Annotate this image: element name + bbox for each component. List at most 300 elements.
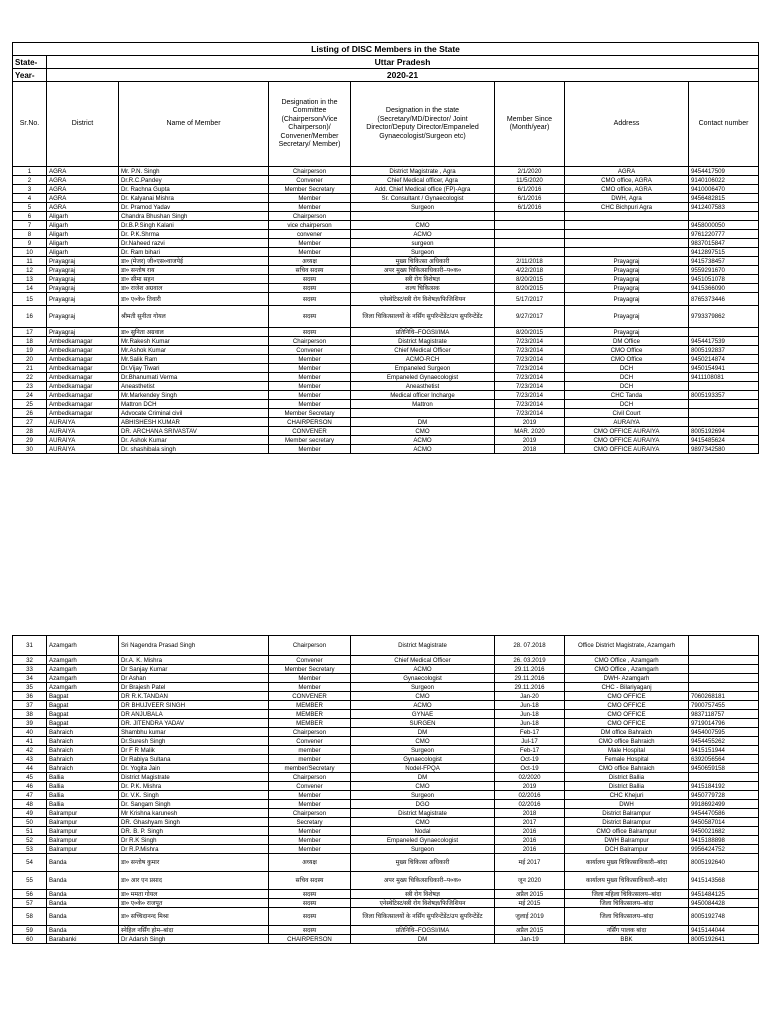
- table-cell: AGRA: [47, 185, 119, 194]
- table-cell: AURAIYA: [565, 418, 689, 427]
- table-cell: डा० सच्चिदानन्द मिश्रा: [119, 908, 269, 926]
- table-cell: डा० आर एन प्रसाद: [119, 872, 269, 890]
- table-cell: Mr.Ashok Kumar: [119, 346, 269, 355]
- table-cell: 36: [13, 692, 47, 701]
- table-cell: 35: [13, 683, 47, 692]
- table-row: [13, 818, 759, 827]
- year-label: Year-: [13, 69, 47, 82]
- table-cell: Bagpat: [47, 692, 119, 701]
- table-cell: 44: [13, 764, 47, 773]
- table-cell: Empaneled Gynaecologist: [351, 836, 495, 845]
- table-cell: 7/23/2014: [495, 400, 565, 409]
- table-row: [13, 800, 759, 809]
- table-row: [13, 782, 759, 791]
- table-cell: Member: [269, 791, 351, 800]
- table-cell: Prayagraj: [47, 293, 119, 306]
- table-cell: DWH- Azamgarh: [565, 674, 689, 683]
- table-cell: डा० सीमा सहन: [119, 275, 269, 284]
- table-cell: DR. B. P. Singh: [119, 827, 269, 836]
- table-cell: 4: [13, 194, 47, 203]
- table-cell: DWH, Agra: [565, 194, 689, 203]
- table-cell: District Magistrate: [351, 337, 495, 346]
- table-cell: स्त्री रोग विशेषज्ञ: [351, 275, 495, 284]
- table-cell: Prayagraj: [47, 284, 119, 293]
- table-cell: 9837118757: [689, 710, 759, 719]
- table-cell: Chairperson: [269, 728, 351, 737]
- table-cell: [495, 212, 565, 221]
- table-cell: CMO Office: [565, 346, 689, 355]
- table-cell: Azamgarh: [47, 636, 119, 656]
- table-cell: Chandra Bhushan Singh: [119, 212, 269, 221]
- table-cell: DM office Bahraich: [565, 728, 689, 737]
- table-cell: Bagpat: [47, 710, 119, 719]
- table-cell: [351, 212, 495, 221]
- table-cell: 9410006470: [689, 185, 759, 194]
- table-cell: Ambedkarnagar: [47, 364, 119, 373]
- table-cell: Convener: [269, 782, 351, 791]
- table-cell: 29.11.2016: [495, 674, 565, 683]
- table-cell: 9456482815: [689, 194, 759, 203]
- table-cell: जून 2020: [495, 872, 565, 890]
- table-cell: Medical officer Incharge: [351, 391, 495, 400]
- table-row: [13, 391, 759, 400]
- table-cell: CHAIRPERSON: [269, 418, 351, 427]
- table-cell: 11: [13, 257, 47, 266]
- table-row: [13, 284, 759, 293]
- table-cell: 8005192694: [689, 427, 759, 436]
- table-cell: Dr.Naheed razvi: [119, 239, 269, 248]
- table-cell: सदस्य: [269, 926, 351, 935]
- table-cell: 9451051078: [689, 275, 759, 284]
- table-cell: 7/23/2014: [495, 373, 565, 382]
- table-cell: [565, 212, 689, 221]
- table-cell: 9719014796: [689, 719, 759, 728]
- table-cell: अध्यक्ष: [269, 854, 351, 872]
- table-cell: Mattron: [351, 400, 495, 409]
- table-cell: Prayagraj: [47, 257, 119, 266]
- table-cell: सदस्य: [269, 293, 351, 306]
- table-cell: Member: [269, 445, 351, 454]
- table-cell: Convener: [269, 176, 351, 185]
- table-cell: Bahraich: [47, 728, 119, 737]
- table-cell: GYNAE: [351, 710, 495, 719]
- table-cell: District Ballia: [565, 782, 689, 791]
- table-cell: 13: [13, 275, 47, 284]
- table-cell: Dr. Rachna Gupta: [119, 185, 269, 194]
- table-cell: 32: [13, 656, 47, 665]
- table-cell: SURGEN: [351, 719, 495, 728]
- table-cell: Member: [269, 683, 351, 692]
- table-cell: Member: [269, 364, 351, 373]
- table-cell: Banda: [47, 899, 119, 908]
- table-cell: DGO: [351, 800, 495, 809]
- table-row: [13, 436, 759, 445]
- table-row: [13, 355, 759, 364]
- table-cell: Prayagraj: [47, 275, 119, 284]
- table-row: [13, 266, 759, 275]
- table-cell: 51: [13, 827, 47, 836]
- table-cell: [351, 409, 495, 418]
- table-cell: Ambedkarnagar: [47, 391, 119, 400]
- table-cell: Ambedkarnagar: [47, 382, 119, 391]
- table-row: [13, 719, 759, 728]
- table-cell: AGRA: [47, 194, 119, 203]
- table-cell: Nodel-FPQA: [351, 764, 495, 773]
- table-cell: DM: [351, 418, 495, 427]
- table-cell: 2018: [495, 809, 565, 818]
- table-row: [13, 935, 759, 944]
- table-cell: Aligarh: [47, 212, 119, 221]
- table-cell: Ballia: [47, 782, 119, 791]
- table-row: [13, 194, 759, 203]
- table-cell: 9454455262: [689, 737, 759, 746]
- table-row: [13, 203, 759, 212]
- table-cell: 9415144044: [689, 926, 759, 935]
- table-cell: Dr. P.K.Shrma: [119, 230, 269, 239]
- table-cell: डा० (मेजर) जी०एस०वाजपेई: [119, 257, 269, 266]
- table-cell: Aligarh: [47, 230, 119, 239]
- table-cell: Dr.R.C.Pandey: [119, 176, 269, 185]
- table-cell: 56: [13, 890, 47, 899]
- table-cell: Dr Brajesh Patel: [119, 683, 269, 692]
- table-cell: Mr.Rakesh Kumar: [119, 337, 269, 346]
- table-cell: Male Hospital: [565, 746, 689, 755]
- table-cell: 2/11/2018: [495, 257, 565, 266]
- table-cell: DM Office: [565, 337, 689, 346]
- table-cell: CHC Khejuri: [565, 791, 689, 800]
- table-cell: AGRA: [47, 203, 119, 212]
- table-cell: Surgeon: [351, 248, 495, 257]
- table-cell: Mr Krishna karunesh: [119, 809, 269, 818]
- table-cell: 41: [13, 737, 47, 746]
- table-row: [13, 665, 759, 674]
- table-cell: Dr. Pramod Yadav: [119, 203, 269, 212]
- table-cell: CMO OFFICE AURAIYA: [565, 445, 689, 454]
- table-cell: Prayagraj: [47, 328, 119, 337]
- table-cell: Banda: [47, 926, 119, 935]
- table-title: Listing of DISC Members in the State: [13, 43, 759, 56]
- table-cell: 9450084428: [689, 899, 759, 908]
- table-cell: 7900757455: [689, 701, 759, 710]
- table-cell: Oct-19: [495, 755, 565, 764]
- table-cell: District Magistrate: [351, 809, 495, 818]
- table-row: [13, 737, 759, 746]
- table-cell: ACMO-RCH: [351, 355, 495, 364]
- table-cell: 2019: [495, 782, 565, 791]
- table-cell: Mattron DCH: [119, 400, 269, 409]
- table-cell: Dr Rabiya Sultana: [119, 755, 269, 764]
- table-cell: Prayagraj: [47, 266, 119, 275]
- table-cell: स्त्री रोग विशेषज्ञ: [351, 890, 495, 899]
- table-cell: DM: [351, 935, 495, 944]
- table-row: [13, 890, 759, 899]
- table-cell: AURAIYA: [47, 418, 119, 427]
- table-cell: Surgeon: [351, 683, 495, 692]
- table-row: [13, 836, 759, 845]
- table-cell: Dr.Bhanumati Verma: [119, 373, 269, 382]
- table-cell: जिला चिकित्सालयों के नर्सिंग सुपरिन्टेंडेंट/उप सुपरिन्टेंडेंट: [351, 306, 495, 328]
- table-cell: [689, 400, 759, 409]
- table-cell: 30: [13, 445, 47, 454]
- table-cell: 25: [13, 400, 47, 409]
- table-cell: Member: [269, 239, 351, 248]
- table-cell: convener: [269, 230, 351, 239]
- table-cell: 9/27/2017: [495, 306, 565, 328]
- table-cell: Dr. P.K. Mishra: [119, 782, 269, 791]
- table-cell: [689, 683, 759, 692]
- table-cell: Member Secretary: [269, 665, 351, 674]
- table-cell: CMO Office: [565, 355, 689, 364]
- table-cell: Convener: [269, 737, 351, 746]
- table-cell: Member: [269, 382, 351, 391]
- table-cell: Prayagraj: [565, 328, 689, 337]
- table-cell: अपर मुख्य चिकित्साधिकारी–प०क०: [351, 266, 495, 275]
- table-cell: 38: [13, 710, 47, 719]
- table-cell: Dr. V.K. Singh: [119, 791, 269, 800]
- table-cell: 29.11.2016: [495, 683, 565, 692]
- table-cell: CMO: [351, 221, 495, 230]
- header-cell: District: [47, 82, 119, 167]
- table-cell: DWH: [565, 800, 689, 809]
- table-row: [13, 306, 759, 328]
- table-cell: ACMO: [351, 436, 495, 445]
- table-cell: Dr.B.P.Singh Kalani: [119, 221, 269, 230]
- table-cell: 9450659158: [689, 764, 759, 773]
- table-cell: CMO: [351, 737, 495, 746]
- table-cell: Chairperson: [269, 167, 351, 176]
- table-cell: Prayagraj: [565, 293, 689, 306]
- table-cell: 7/23/2014: [495, 355, 565, 364]
- table-row: [13, 427, 759, 436]
- table-cell: Dr. Yogita Jain: [119, 764, 269, 773]
- table-cell: 7: [13, 221, 47, 230]
- table-cell: 54: [13, 854, 47, 872]
- table-cell: 27: [13, 418, 47, 427]
- table-row: [13, 791, 759, 800]
- table-cell: 3: [13, 185, 47, 194]
- table-cell: 02/2016: [495, 791, 565, 800]
- table-cell: 8005193357: [689, 391, 759, 400]
- table-cell: 9412897515: [689, 248, 759, 257]
- table-cell: Dr.A. K. Mishra: [119, 656, 269, 665]
- table-cell: सदस्य: [269, 890, 351, 899]
- table-cell: [689, 674, 759, 683]
- table-cell: Aligarh: [47, 221, 119, 230]
- table-row: [13, 248, 759, 257]
- table-cell: ACMO: [351, 665, 495, 674]
- table-cell: 19: [13, 346, 47, 355]
- table-row: [13, 773, 759, 782]
- table-cell: 9454417509: [689, 167, 759, 176]
- table-row: [13, 656, 759, 665]
- table-cell: 45: [13, 773, 47, 782]
- table-cell: 8005192748: [689, 908, 759, 926]
- table-cell: 2017: [495, 818, 565, 827]
- table-cell: Ballia: [47, 800, 119, 809]
- table-cell: [689, 382, 759, 391]
- table-cell: 2019: [495, 418, 565, 427]
- table-cell: Dr Adarsh Singh: [119, 935, 269, 944]
- table-cell: CMO OFFICE: [565, 710, 689, 719]
- table-cell: MEMBER: [269, 710, 351, 719]
- table-cell: सदस्य: [269, 899, 351, 908]
- table-cell: 4/22/2018: [495, 266, 565, 275]
- table-cell: Member: [269, 827, 351, 836]
- table-cell: 26: [13, 409, 47, 418]
- table-cell: 9415143568: [689, 872, 759, 890]
- table-cell: AURAIYA: [47, 445, 119, 454]
- table-cell: Ambedkarnagar: [47, 373, 119, 382]
- table-cell: Bagpat: [47, 719, 119, 728]
- table-cell: 39: [13, 719, 47, 728]
- table-cell: 02/2020: [495, 773, 565, 782]
- table-cell: Prayagraj: [565, 275, 689, 284]
- table-cell: CONVENER: [269, 427, 351, 436]
- table-cell: 9793379862: [689, 306, 759, 328]
- table-cell: 42: [13, 746, 47, 755]
- table-cell: 20: [13, 355, 47, 364]
- table-cell: Female Hospital: [565, 755, 689, 764]
- table-cell: MEMBER: [269, 719, 351, 728]
- table-cell: Member: [269, 203, 351, 212]
- table-cell: BBK: [565, 935, 689, 944]
- table-cell: AGRA: [47, 176, 119, 185]
- table-cell: स्नेहिल नर्सिंग होम–बांदा: [119, 926, 269, 935]
- table-cell: Ambedkarnagar: [47, 355, 119, 364]
- table-cell: 02/2016: [495, 800, 565, 809]
- table-cell: Member Secretary: [269, 185, 351, 194]
- table-cell: CMO: [351, 782, 495, 791]
- table-cell: 59: [13, 926, 47, 935]
- header-cell: Address: [565, 82, 689, 167]
- table-cell: अध्यक्ष: [269, 257, 351, 266]
- header-cell: Contact number: [689, 82, 759, 167]
- table-row: [13, 899, 759, 908]
- table-cell: 9451484125: [689, 890, 759, 899]
- table-cell: 43: [13, 755, 47, 764]
- table-cell: Barabanki: [47, 935, 119, 944]
- table-cell: 10: [13, 248, 47, 257]
- table-cell: Ballia: [47, 791, 119, 800]
- table-cell: 9837015847: [689, 239, 759, 248]
- table-cell: जुलाई 2019: [495, 908, 565, 926]
- table-cell: 23: [13, 382, 47, 391]
- table-cell: Jan-19: [495, 935, 565, 944]
- table-cell: DWH Balrampur: [565, 836, 689, 845]
- table-cell: ABHISHESH KUMAR: [119, 418, 269, 427]
- table-cell: 7/23/2014: [495, 391, 565, 400]
- table-cell: member/Secretary: [269, 764, 351, 773]
- table-cell: MAR. 2020: [495, 427, 565, 436]
- table-cell: सदस्य: [269, 328, 351, 337]
- table-cell: 9411108081: [689, 373, 759, 382]
- table-row: [13, 636, 759, 656]
- table-cell: Bagpat: [47, 701, 119, 710]
- table-cell: Member: [269, 373, 351, 382]
- table-cell: DCH: [565, 400, 689, 409]
- table-cell: ACMO: [351, 701, 495, 710]
- table-cell: Azamgarh: [47, 683, 119, 692]
- state-value: Uttar Pradesh: [47, 56, 759, 69]
- table-cell: Ambedkarnagar: [47, 337, 119, 346]
- table-cell: CMO Office , Azamgarh: [565, 665, 689, 674]
- table-cell: CHC - Bilariyaganj: [565, 683, 689, 692]
- table-cell: Prayagraj: [565, 257, 689, 266]
- table-cell: Aneasthetist: [351, 382, 495, 391]
- table-cell: 1: [13, 167, 47, 176]
- table-row: [13, 346, 759, 355]
- table-cell: surgeon: [351, 239, 495, 248]
- table-cell: Balrampur: [47, 845, 119, 854]
- table-cell: Dr. Ram bihari: [119, 248, 269, 257]
- table-cell: अपर मुख्य चिकित्साधिकारी–प०क०: [351, 872, 495, 890]
- table-cell: 29.11.2016: [495, 665, 565, 674]
- table-cell: Mr.Salik Ram: [119, 355, 269, 364]
- table-cell: 8/20/2015: [495, 328, 565, 337]
- table-cell: Member: [269, 248, 351, 257]
- table-cell: Balrampur: [47, 809, 119, 818]
- table-cell: 15: [13, 293, 47, 306]
- table-cell: 48: [13, 800, 47, 809]
- table-cell: 6392056564: [689, 755, 759, 764]
- table-row: [13, 409, 759, 418]
- table-cell: Convener: [269, 656, 351, 665]
- table-cell: Gynaecologist: [351, 755, 495, 764]
- table-cell: 5: [13, 203, 47, 212]
- table-row: [13, 418, 759, 427]
- table-cell: District Magistrate , Agra: [351, 167, 495, 176]
- table-row: [13, 872, 759, 890]
- table-cell: DR BHUJVEER SINGH: [119, 701, 269, 710]
- table-cell: Mr.Markendey Singh: [119, 391, 269, 400]
- disc-members-table: [12, 42, 759, 454]
- table-cell: [495, 221, 565, 230]
- table-cell: 2: [13, 176, 47, 185]
- table-cell: member: [269, 746, 351, 755]
- table-cell: CMO OFFICE: [565, 692, 689, 701]
- table-cell: AURAIYA: [47, 436, 119, 445]
- table-cell: Banda: [47, 890, 119, 899]
- table-cell: Dr. Sangam Singh: [119, 800, 269, 809]
- table-cell: 9450154941: [689, 364, 759, 373]
- table-cell: Civil Court: [565, 409, 689, 418]
- table-cell: Dr. shashibala singh: [119, 445, 269, 454]
- table-cell: 8005192641: [689, 935, 759, 944]
- table-cell: CMO office Balrampur: [565, 827, 689, 836]
- table-row: [13, 400, 759, 409]
- table-cell: 5/17/2017: [495, 293, 565, 306]
- table-cell: Secretary: [269, 818, 351, 827]
- table-cell: 31: [13, 636, 47, 656]
- table-cell: member: [269, 755, 351, 764]
- table-cell: 8005192640: [689, 854, 759, 872]
- table-cell: 9415184192: [689, 782, 759, 791]
- table-row: [13, 212, 759, 221]
- table-cell: DR R.K.TANDAN: [119, 692, 269, 701]
- table-cell: 11/5/2020: [495, 176, 565, 185]
- table-cell: Dr. Kalyanai Mishra: [119, 194, 269, 203]
- header-cell: Designation in the state (Secretary/MD/Director/ Joint Director/Deputy Director/Empaneled Gynaecologist/Surgeon etc): [351, 82, 495, 167]
- table-cell: Dr Ashan: [119, 674, 269, 683]
- table-cell: 9415485624: [689, 436, 759, 445]
- table-cell: Gynaecologist: [351, 674, 495, 683]
- table-cell: 8765373446: [689, 293, 759, 306]
- table-cell: Dr F R Malik: [119, 746, 269, 755]
- table-cell: अप्रैल 2015: [495, 926, 565, 935]
- table-cell: 9454007595: [689, 728, 759, 737]
- table-cell: CMO: [351, 818, 495, 827]
- table-cell: 33: [13, 665, 47, 674]
